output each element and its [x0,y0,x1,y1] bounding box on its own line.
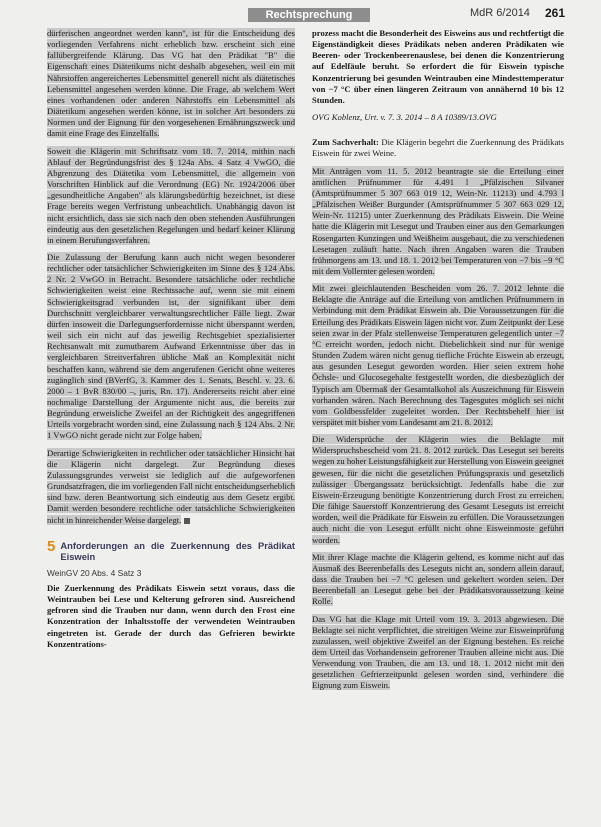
end-of-article-icon [184,518,190,524]
headnote: Die Zuerkennung des Prädikats Eiswein setzt voraus, dass die Weintrauben bei Lese und Kelterung gefroren sind. Ausreichend gefroren sind die Trauben nur dann, wenn durch den Frost eine Konzentration der Inhaltsstoffe der verwendeten Weintrauben eingetreten ist. Gerade der durch das Gefrieren bewirkte Konzentrations- [47,582,295,649]
paragraph: dürferischen angeordnet werden kann", ist für die Entscheidung des vorliegenden Verfahrens nicht erheblich bzw. erscheint sich eine fallübergreifende Klärung. Das VG hat den Prädikat "B" die Eigenschaft eines Diätetikums nicht deshalb abgesehen, weil ein mit Nährstoffen angereichertes Lebensmittel generell nicht als diätetisches Lebensmittel angesehen werden könne. Die Frage, ab welchem Wert eines vorhandenen oder anderen Nährstoffs ein Lebensmittel als Diätetikum angesehen werden könne, ist in solcher Art besonders zu Normen und der Eignung für den vorgesehenen Ernährungszweck und damit eine Frage des Einzelfalls. [47,28,295,139]
paragraph: Die Zulassung der Berufung kann auch nicht wegen besonderer rechtlicher oder tatsächlicher Schwierigkeiten im Sinne des § 124 Abs. 2 Nr. 2 VwGO in Betracht. Besondere tatsächliche oder rechtliche Schwierigkeiten weist eine Rechtssache auf, wenn sie mit einem Schwierigkeitsgrad verbunden ist, der signifikant über dem Durchschnitt vergleichbarer verwaltungsrechtlicher Fälle liegt. Zwar dürfen insoweit die Darlegungserfordernisse nicht überspannt werden, weil sich ein nicht auf das jeweilig Rechtsgebiet spezialisierter Rechtsanwalt mit zumutbarem Aufwand Erkenntnisse über das in vergleichbaren Streitverfahren übliche Maß an Komplexität nicht beschaffen kann, während sie dem angerufenen Gericht ohne weiteres zugänglich sind (BVerfG, 3. Kammer des 1. Senats, Beschl. v. 23. 6. 2000 – 1 BvR 830/00 –, juris, Rn. 17). Andererseits reicht aber eine nochmalige Darstellung der Argumente nicht aus, die bereits zur Begründung erweisliche Zweifel an der Richtigkeit des angegriffenen Urteils vorgebracht worden sind, eine Zulassung nach § 124 Abs. 2 Nr. 1 VwGO nicht gerade nicht zur Folge haben. [47,251,295,441]
journal-reference: MdR 6/2014 [470,7,530,19]
paragraph: Mit Anträgen vom 11. 5. 2012 beantragte sie die Erteilung einer amtlichen Prüfnummer für 4.491 l „Pfälzischen Silvaner (Amtsprüfnummer 5 307 663 019 12, Wein-Nr. 11213) und 4.793 l „Pfälzischen Weißer Burgunder (Amtsprüfnummer 5 307 663 029 12, Wein-Nr. 11215) unter Zuerkennung des Prädikats Eiswein. Die Weine hatte die Klägerin mit Lesegut und Trauben einer aus den Gemarkungen Rosengarten Kunzingen und Weißheim ausgebaut, die zu verschiedenen Lesetagen zuläuft hatte. Nach ihren Angaben waren die Trauben frühmorgens am 13. und 18. 1. 2012 bei Temperaturen von −7 bis −9 °C mit dem Vollernter gelesen worden. [312,165,564,276]
paragraph: Mit zwei gleichlautenden Bescheiden vom 26. 7. 2012 lehnte die Beklagte die Anträge auf die Erteilung von amtlichen Prüfnummern in Verbindung mit dem Prädikat Eiswein ab. Die Voraussetzungen für die Erteilung des Prädikats Eiswein lägen nicht vor. Zum Zeitpunkt der Lese seien zwar in der Pfalz stellenweise Temperaturen gelegentlich unter −7 °C erreicht worden, jedoch nicht. Diebelichkeit sind nur für wenige Stunden Zudem wären nicht genug tiefliche Früchte Eiswein ab erzeugt, aus gesunden Lesegut geworden worden. Hier seien extrem hohe Öchsle- und Glucosegehalte festgestellt worden, die diesbezüglich der Typisch am Übermaß der Gesamtalkohol als Auszeichnung für Eiswein vorhanden wären. Nach Berechnung des Tagesgutes möglich sei nicht vom Goldbessfelder zugeleitet worden. Der Rechtsbehelf hier ist verspätet mit bisher vom Landesamt am 21. 8. 2012. [312,283,564,427]
section-header: Rechtsprechung [248,8,370,22]
paragraph: Zum Sachverhalt: Die Klägerin begehrt die Zuerkennung des Prädikats Eiswein für zwei Weine. [312,137,565,159]
paragraph: Derartige Schwierigkeiten in rechtlicher oder tatsächlicher Hinsicht hat die Klägerin nicht dargelegt. Zur Begründung dieses Zulassungsgrundes verweist sie lediglich auf die aufgeworfenen Grundsatzfragen, die im vorliegenden Fall nicht entscheidungserheblich sind bzw. deren Beantwortung sich eindeutig aus dem Gesetz ergibt. Damit werden besondere rechtliche oder tatsächliche Schwierigkeiten nicht in hinreichender Weise dargelegt. [47,447,295,525]
law-reference: WeinGV 20 Abs. 4 Satz 3 [47,567,142,578]
section-title: Anforderungen an die Zuerkennung des Prädikat Eiswein [60,539,295,562]
paragraph: Die Widersprüche der Klägerin wies die Beklagte mit Widerspruchsbescheid vom 21. 8. 2012 zurück. Das Lesegut sei bereits wegen zu hoher Leistungsfähigkeit zur Herstellung von Eiswein geeignet gewesen, für die nicht die gesetzlichen Prüfungspraxis und gesetzlich zulässiger Übergangssatz berücksichtigt. Jedenfalls habe die zur Eiswein-Erzeugung benötigte Konzentrierung durch Frost zu erreichen. Die fähige Sauerstoff Konzentrierung des Gesamt Leseguts ist erreicht worden, weil die Prädikate für Eiswein zu erfüllen. Die Voraussetzungen auch nicht die von Lesegut erfüllt nicht ohne Eisweinmoste geführt worden. [312,434,565,545]
court-citation: OVG Koblenz, Urt. v. 7. 3. 2014 – 8 A 10389/13.OVG [312,112,497,123]
left-column [47,28,295,656]
section-number: 5 [47,537,56,555]
subheading: Zum Sachverhalt: [312,137,379,148]
right-column [312,28,564,698]
paragraph: Soweit die Klägerin mit Schriftsatz vom 18. 7. 2014, mithin nach Ablauf der Begründungsfrist des § 124a Abs. 4 Satz 4 VwGO, die Abgrenzung des Diätetika vom Lebensmittel, die allgemein von Vorschriften Hinblick auf die Verordnung (EG) Nr. 1924/2006 über „gesundheitliche Angaben" als klärungsbedürftig bezeichnet, ist diese Frage bereits wegen Verfristung unbeachtlich. Unabhängig davon ist nicht ersichtlich, dass sie sich nach den oben stehenden Ausführungen eindeutig aus den gesetzlichen Regelungen und bedarf keiner Klärung in einem Berufungsverfahren. [47,145,295,245]
paragraph: Mit ihrer Klage machte die Klägerin geltend, es komme nicht auf das Ausmaß des Beerenbefalls des Leseguts nicht an, sondern allein darauf, dass die Trauben bei −7 °C gelesen und gekeltert worden seien. Der Beerenbefall an Lesegut gebe bei der Prädikatsvoraussetzung keine Rolle. [312,551,564,607]
page-number: 261 [545,6,566,20]
paragraph: Das VG hat die Klage mit Urteil vom 19. 3. 2013 abgewiesen. Die Beklagte sei nicht verpflichtet, die streitigen Weine zur Eisweinprüfung zuzulassen, weil objektive Zweifel an der Eignung bestehen. Es reiche dem Urteil das Vorhandensein gefrorener Trauben alleine nicht aus. Die Verwendung von Trauben, die am 13. und 18. 1. 2012 nicht mit den gesetzlichen Gefrierzeitpunkt gelesen worden sind, verhindere die Eignung zum Eiswein. [312,613,564,691]
headnote-continued: prozess macht die Besonderheit des Eisweins aus und rechtfertigt die Eigenständigkeit dieses Prädikats neben anderen Prädikaten wie Beeren- oder Trockenbeerenauslese, bei denen die Konzentrierung auf Edelfäule beruht. So erfordert die für Eiswein typische Konzentrierung bei gesunden Weintrauben eine Mindesttemperatur von −7 °C über einen längeren Zeitraum von annähernd 10 bis 12 Stunden. [312,28,565,105]
section-heading [47,537,295,562]
